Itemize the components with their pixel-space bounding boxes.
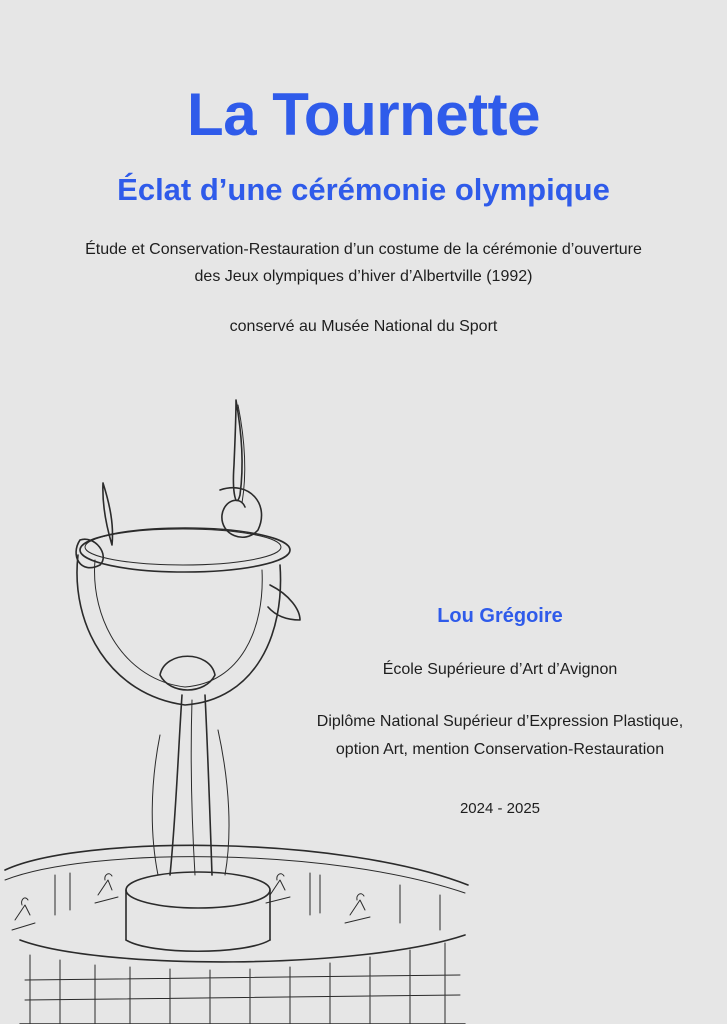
sketch-stem-flare-right (218, 730, 229, 875)
page-subtitle: Éclat d’une cérémonie olympique (117, 172, 610, 207)
school-name: École Supérieure d’Art d’Avignon (382, 661, 618, 678)
sketch-stem-left (170, 695, 182, 875)
museum-line: conservé au Musée National du Sport (229, 318, 498, 335)
diploma-line-1: Diplôme National Supérieur d’Expression Plastique, (316, 713, 684, 730)
description-line-1: Étude et Conservation-Restauration d’un costume de la cérémonie d’ouverture (85, 241, 642, 258)
sketch-hub-side (126, 890, 270, 940)
sketch-base-panels (55, 873, 440, 930)
page-title: La Tournette (187, 81, 540, 148)
sketch-stem-flare-left (152, 735, 160, 875)
sketch-stem-right (205, 695, 212, 875)
study-description (40, 236, 687, 290)
sketch-base-top (5, 845, 468, 885)
sketch-hub-top (126, 872, 270, 908)
sketch-inner-loop (160, 656, 215, 690)
author-name: Lou Grégoire (437, 605, 563, 627)
sketch-hub-bottom (126, 940, 270, 951)
sketch-horn-right (233, 400, 242, 501)
sketch-stem-mid (191, 700, 195, 875)
diploma-text (280, 708, 720, 764)
sketch-figure-1 (12, 898, 35, 930)
diploma-line-2: option Art, mention Conservation-Restauration (335, 741, 665, 758)
description-line-2: des Jeux olympiques d’hiver d’Albertville (1992) (194, 268, 533, 285)
sketch-body-inner (95, 560, 263, 687)
sketch-figure-4 (345, 894, 370, 923)
sketch-figure-2 (95, 874, 118, 903)
academic-years: 2024 - 2025 (459, 800, 541, 817)
